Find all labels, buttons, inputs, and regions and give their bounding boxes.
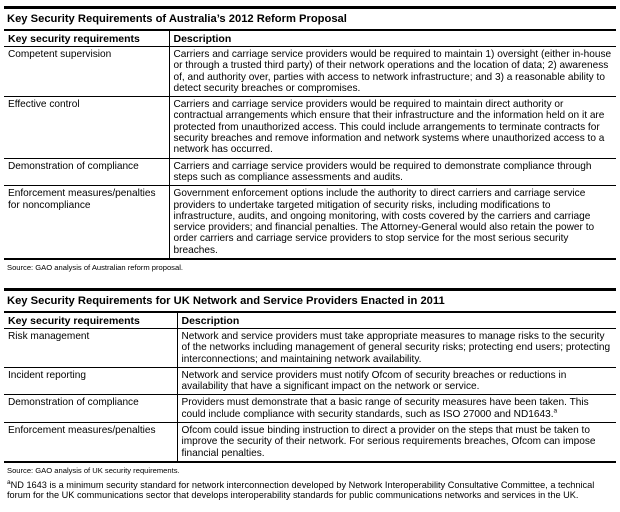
requirement-cell: Effective control: [4, 97, 169, 158]
table-header-row: [4, 313, 616, 329]
australia-section: [4, 6, 616, 273]
requirement-cell: Incident reporting: [4, 367, 177, 395]
table-row: [4, 367, 616, 395]
requirement-cell: Demonstration of compliance: [4, 158, 169, 186]
table-row: [4, 97, 616, 158]
description-cell: Government enforcement options include the authority to direct carriers and carriage service providers to undertake targeted mitigation of security risks, including modifications to infrastructure, audits, and ongoing monitoring, with costs covered by the carriers and carriage service providers; and financial penalties. The Attorney-General would also retain the power to order carriers and carriage service providers to stop service for the most serious security breaches.: [169, 186, 616, 259]
column-header-description: Description: [169, 31, 616, 47]
column-header-description: Description: [177, 313, 616, 329]
requirement-cell: Competent supervision: [4, 47, 169, 97]
uk-source-note: Source: GAO analysis of UK security requirements.: [7, 465, 180, 475]
description-cell: Carriers and carriage service providers would be required to demonstrate compliance through steps such as compliance assessments and audits.: [169, 158, 616, 186]
footnote: [4, 476, 616, 501]
footnote-text: ND 1643 is a minimum security standard for network interconnection developed by Network Interoperability Consultative Committee, a technical forum for the UK communications sector that develops interoperability standards for public communications networks and services in the UK.: [7, 479, 595, 501]
requirement-cell: Demonstration of compliance: [4, 395, 177, 423]
column-header-requirement: Key security requirements: [4, 31, 169, 47]
requirement-cell: Enforcement measures/penalties: [4, 423, 177, 462]
table-row: [4, 423, 616, 462]
description-text: Providers must demonstrate that a basic range of security measures have been taken. This could include compliance with security standards, such as ISO 27000 and ND1643.: [181, 397, 589, 420]
australia-table: [4, 31, 616, 260]
uk-section: [4, 288, 616, 501]
table-row: [4, 158, 616, 186]
table-header-row: [4, 31, 616, 47]
description-cell: Carriers and carriage service providers would be required to maintain 1) oversight (either in-house or through a trusted third party) of their network operations and the location of data; 2) awareness of, and authority over, parties with access to network infrastructure; and 3) a reasonable ability to detect security breaches or compromises.: [169, 47, 616, 97]
australia-source-note: Source: GAO analysis of Australian reform proposal.: [7, 263, 184, 273]
uk-table: [4, 313, 616, 463]
requirement-cell: Risk management: [4, 329, 177, 368]
description-cell: Network and service providers must take appropriate measures to manage risks to the security of the networks including management of general security risks; protecting end users; protecting interconnections; and maintaining network availability.: [177, 329, 616, 368]
footnote-marker: a: [553, 407, 558, 415]
description-cell: Network and service providers must notify Ofcom of security breaches or reductions in availability that have a significant impact on the network or service.: [177, 367, 616, 395]
description-cell: [177, 395, 616, 423]
footnote-marker: a: [7, 478, 11, 486]
table-row: [4, 329, 616, 368]
table-row: [4, 186, 616, 259]
uk-table-title: Key Security Requirements for UK Network and Service Providers Enacted in 2011: [4, 288, 616, 313]
requirement-cell: Enforcement measures/penalties for noncompliance: [4, 186, 169, 259]
description-cell: Ofcom could issue binding instruction to direct a provider on the steps that must be taken to improve the security of their network. For serious requirements breaches, Ofcom can impose financial penalties.: [177, 423, 616, 462]
australia-table-title: Key Security Requirements of Australia’s 2012 Reform Proposal: [4, 6, 616, 31]
description-cell: Carriers and carriage service providers would be required to maintain direct authority or contractual arrangements which ensure that their infrastructure and the information held on it are protected from unauthorized access. This could include arrangements to terminate contracts for security breaches and remove information and network systems where unauthorized access to a network has occurred.: [169, 97, 616, 158]
column-header-requirement: Key security requirements: [4, 313, 177, 329]
table-row: [4, 395, 616, 423]
table-row: [4, 47, 616, 97]
